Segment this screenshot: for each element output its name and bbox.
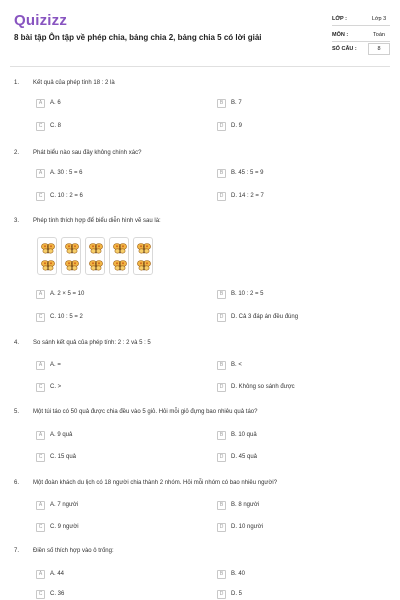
option-letter: D — [217, 313, 226, 322]
grade-label: LỚP : — [332, 16, 347, 22]
option-d[interactable] — [217, 122, 367, 132]
header-divider — [10, 66, 390, 67]
subject-label: MÔN : — [332, 32, 349, 38]
option-a[interactable] — [36, 431, 186, 441]
option-text: D. 14 : 2 = 7 — [231, 193, 264, 199]
question-text: Kết quả của phép tính 18 : 2 là — [33, 80, 115, 86]
option-text: A. 44 — [50, 571, 65, 577]
option-text: C. > — [50, 384, 62, 390]
option-c[interactable] — [36, 453, 186, 463]
option-b[interactable] — [217, 99, 367, 109]
option-letter: C — [36, 313, 45, 322]
question-text: Một đoàn khách du lịch có 18 người chia thành 2 nhóm. Hỏi mỗi nhóm có bao nhiêu người? — [33, 480, 278, 486]
option-letter: C — [36, 383, 45, 392]
option-a[interactable] — [36, 290, 186, 300]
butterfly-icon — [89, 260, 101, 270]
option-a[interactable] — [36, 570, 186, 580]
option-letter: A — [36, 570, 45, 579]
butterfly-icon — [41, 243, 53, 253]
option-b[interactable] — [217, 501, 367, 511]
option-text: D. Cả 3 đáp án đều đúng — [231, 314, 299, 320]
butterfly-group — [85, 237, 105, 275]
option-letter: B — [217, 570, 226, 579]
option-d[interactable] — [217, 590, 367, 600]
option-text: D. 9 — [231, 123, 243, 129]
option-letter: B — [217, 501, 226, 510]
option-d[interactable] — [217, 383, 367, 393]
option-text: C. 9 người — [50, 524, 79, 530]
option-text: C. 10 : 5 = 2 — [50, 314, 83, 320]
option-letter: A — [36, 431, 45, 440]
question-number: 6. — [14, 480, 20, 486]
option-a[interactable] — [36, 169, 186, 179]
option-text: D. 5 — [231, 591, 243, 597]
option-text: A. 9 quả — [50, 432, 73, 438]
option-text: C. 8 — [50, 123, 62, 129]
butterfly-group — [109, 237, 129, 275]
question-number: 1. — [14, 80, 20, 86]
option-d[interactable] — [217, 192, 367, 202]
butterfly-group — [37, 237, 57, 275]
butterfly-icon — [113, 243, 125, 253]
butterfly-icon — [65, 243, 77, 253]
butterfly-icon — [137, 260, 149, 270]
option-text: B. 7 — [231, 100, 242, 106]
option-b[interactable] — [217, 570, 367, 580]
option-text: A. 2 × 5 = 10 — [50, 291, 85, 297]
question-number: 2. — [14, 150, 20, 156]
option-text: B. 10 quả — [231, 432, 257, 438]
option-a[interactable] — [36, 361, 186, 371]
option-text: A. 7 người — [50, 502, 79, 508]
question-count-field — [332, 42, 390, 56]
option-letter: A — [36, 99, 45, 108]
page-title: 8 bài tập Ôn tập về phép chia, bảng chia 2, bảng chia 5 có lời giải — [14, 33, 262, 42]
butterfly-icon — [137, 243, 149, 253]
option-letter: B — [217, 290, 226, 299]
question-number: 4. — [14, 340, 20, 346]
question-text: So sánh kết quả của phép tính: 2 : 2 và 5 : 5 — [33, 340, 151, 346]
option-text: B. 40 — [231, 571, 246, 577]
quizizz-logo: Quizizz — [14, 12, 68, 29]
option-text: A. 6 — [50, 100, 61, 106]
question-text: Một túi táo có 50 quả được chia đều vào 5 giỏ. Hỏi mỗi giỏ đựng bao nhiêu quả táo? — [33, 409, 258, 415]
option-a[interactable] — [36, 501, 186, 511]
option-letter: B — [217, 361, 226, 370]
option-text: D. 45 quả — [231, 454, 258, 460]
grade-value: Lớp 3 — [371, 16, 387, 22]
butterfly-icon — [89, 243, 101, 253]
option-letter: D — [217, 192, 226, 201]
option-letter: A — [36, 361, 45, 370]
option-d[interactable] — [217, 453, 367, 463]
option-letter: A — [36, 290, 45, 299]
option-text: C. 10 : 2 = 6 — [50, 193, 83, 199]
question-count-label: SỐ CÂU : — [332, 46, 357, 52]
option-d[interactable] — [217, 313, 367, 323]
option-text: A. 30 : 5 = 6 — [50, 170, 83, 176]
question-number: 7. — [14, 548, 20, 554]
option-c[interactable] — [36, 590, 186, 600]
option-letter: B — [217, 99, 226, 108]
option-text: B. 10 : 2 = 5 — [231, 291, 264, 297]
option-text: C. 36 — [50, 591, 65, 597]
butterfly-icon — [65, 260, 77, 270]
question-number: 5. — [14, 409, 20, 415]
butterfly-icon — [41, 260, 53, 270]
option-c[interactable] — [36, 313, 186, 323]
question-text: Phát biểu nào sau đây không chính xác? — [33, 150, 142, 156]
question-number: 3. — [14, 218, 20, 224]
option-text: B. < — [231, 362, 242, 368]
option-letter: C — [36, 122, 45, 131]
option-letter: D — [217, 590, 226, 599]
question-text: Điền số thích hợp vào ô trống: — [33, 548, 114, 554]
option-b[interactable] — [217, 361, 367, 371]
option-letter: D — [217, 122, 226, 131]
question-count-value: 8 — [377, 46, 381, 52]
option-letter: C — [36, 192, 45, 201]
butterfly-illustration — [37, 237, 155, 277]
option-c[interactable] — [36, 383, 186, 393]
option-letter: D — [217, 453, 226, 462]
butterfly-group — [133, 237, 153, 275]
option-c[interactable] — [36, 122, 186, 132]
option-b[interactable] — [217, 431, 367, 441]
subject-value: Toán — [373, 32, 385, 38]
option-text: A. = — [50, 362, 61, 368]
worksheet-header — [0, 0, 400, 64]
option-text: B. 45 : 5 = 9 — [231, 170, 264, 176]
option-letter: C — [36, 523, 45, 532]
butterfly-icon — [113, 260, 125, 270]
butterfly-group — [61, 237, 81, 275]
option-text: D. 10 người — [231, 524, 263, 530]
option-c[interactable] — [36, 192, 186, 202]
option-b[interactable] — [217, 169, 367, 179]
option-text: D. Không so sánh được — [231, 384, 295, 390]
question-text: Phép tính thích hợp để biểu diễn hình vẽ sau là: — [33, 218, 161, 224]
option-letter: D — [217, 523, 226, 532]
option-letter: B — [217, 169, 226, 178]
option-a[interactable] — [36, 99, 186, 109]
option-letter: D — [217, 383, 226, 392]
option-letter: C — [36, 590, 45, 599]
option-letter: A — [36, 501, 45, 510]
option-text: C. 15 quả — [50, 454, 77, 460]
option-d[interactable] — [217, 523, 367, 533]
option-b[interactable] — [217, 290, 367, 300]
option-letter: B — [217, 431, 226, 440]
option-letter: A — [36, 169, 45, 178]
subject-field — [332, 28, 390, 42]
option-c[interactable] — [36, 523, 186, 533]
option-text: B. 8 người — [231, 502, 260, 508]
grade-field — [332, 12, 390, 26]
option-letter: C — [36, 453, 45, 462]
